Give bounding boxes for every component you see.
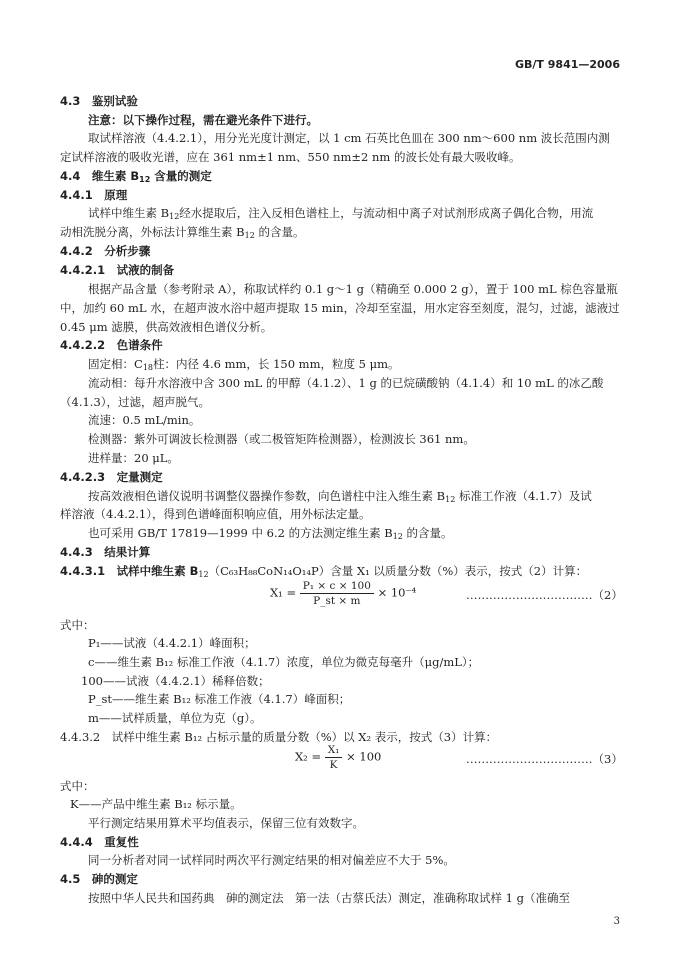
- flow-rate: 流速：0.5 mL/min。: [88, 413, 201, 427]
- mobile-phase-line-1: 流动相：每升水溶液中含 300 mL 的甲醇（4.1.2）、1 g 的已烷磺酸钠（4.1.4）和 10 mL 的冰乙酸: [88, 376, 604, 390]
- section-4-4-4-body: 同一分析者对同一试样同时两次平行测定结果的相对偏差应不大于 5%。: [88, 853, 455, 867]
- equation-3-number: ……………………………（3）: [466, 752, 623, 766]
- equation-2-factor: × 10⁻⁴: [377, 585, 417, 600]
- equation-3-numerator: X₁: [325, 744, 343, 758]
- section-4-3-note: 注意：以下操作过程，需在避光条件下进行。: [88, 113, 318, 127]
- section-4-4-2-1-title: 4.4.2.1 试液的制备: [60, 263, 175, 277]
- section-4-4-1-body-line-1: 试样中维生素 $B_{12}$经水提取后，注入反相色谱柱上，与流动相中离子对试剂形成离子偶化合物，用流: [88, 206, 594, 221]
- definition-100: 100——试液（4.4.2.1）稀释倍数；: [81, 674, 270, 688]
- definition-k: K——产品中维生素 B₁₂ 标示量。: [70, 797, 242, 811]
- section-4-3-body-line-2: 定试样溶液的吸收光谱，应在 361 nm±1 nm、550 nm±2 nm 的波长处有最大吸收峰。: [60, 150, 521, 164]
- equation-3-factor: × 100: [346, 749, 382, 764]
- section-4-4-2-1-body-line-1: 根据产品含量（参考附录 A），称取试样约 0.1 g～1 g（精确至 0.000 2 g），置于 100 mL 棕色容量瓶: [88, 282, 618, 296]
- page-number: 3: [613, 916, 620, 927]
- definition-m: m——试样质量，单位为克（g）。: [88, 711, 262, 725]
- section-4-4-2-3-body-line-1: 按高效液相色谱仪说明书调整仪器操作参数，向色谱柱中注入维生素 $B_{12}$ 标准工作液（4.1.7）及试: [88, 489, 592, 504]
- equation-2-denominator: P_st × m: [313, 595, 361, 607]
- equation-2-lhs: X₁ =: [270, 585, 297, 600]
- section-4-4-1-title: 4.4.1 原理: [60, 188, 128, 202]
- equation-2: [270, 580, 416, 607]
- section-4-4-2-3-title: 4.4.2.3 定量测定: [60, 470, 163, 484]
- equation-3: [295, 744, 381, 771]
- section-4-4-3-1-lead: 4.4.3.1 试样中维生素 $B_{12}(C_{63}H_{88}CoN_{14}O_{14}P)$含量 X₁ 以质量分数（%）表示，按式（2）计算：: [60, 564, 588, 579]
- section-4-4-2-2-title: 4.4.2.2 色谱条件: [60, 338, 163, 352]
- section-4-3-body-line-1: 取试样溶液（4.4.2.1），用分光光度计测定，以 1 cm 石英比色皿在 300 nm～600 nm 波长范围内测: [88, 131, 610, 145]
- equation-3-lhs: X₂ =: [295, 749, 322, 764]
- section-4-4-2-1-body-line-2: 中，加约 60 mL 水，在超声波水浴中超声提取 15 min，冷却至室温，用水定容至刻度，混匀，过滤，滤液过: [60, 301, 620, 315]
- section-4-4-3-title: 4.4.3 结果计算: [60, 545, 151, 559]
- section-4-5-body: 按照中华人民共和国药典 砷的测定法 第一法（古蔡氏法）测定，准确称取试样 1 g（准确至: [88, 891, 570, 905]
- definition-p1: P₁——试液（4.4.2.1）峰面积；: [88, 636, 256, 650]
- section-4-4-2-1-body-line-3: 0.45 μm 滤膜，供高效液相色谱仪分析。: [60, 320, 273, 334]
- equation-2-fraction: [300, 580, 374, 607]
- where-label-1: 式中：: [60, 618, 95, 632]
- injection-volume: 进样量：20 μL。: [88, 451, 179, 465]
- parallel-result-note: 平行测定结果用算术平均值表示，保留三位有效数字。: [88, 816, 364, 830]
- section-4-4-1-body-line-2: 动相洗脱分离，外标法计算维生素 $B_{12}$ 的含量。: [60, 225, 305, 240]
- section-4-3-title: 4.3 鉴别试验: [60, 94, 138, 108]
- equation-2-numerator: P₁ × c × 100: [300, 580, 374, 594]
- equation-3-fraction: [325, 744, 343, 771]
- equation-3-denominator: K: [329, 759, 338, 771]
- section-4-4-title: 4.4 维生素 $B_{12}$ 含量的测定: [60, 169, 212, 184]
- section-4-5-title: 4.5 砷的测定: [60, 872, 138, 886]
- stationary-phase: 固定相：$C_{18}$柱：内径 4.6 mm，长 150 mm，粒度 5 μm。: [88, 357, 400, 372]
- mobile-phase-line-2: （4.1.3），过滤，超声脱气。: [60, 395, 211, 409]
- definition-c: c——维生素 B₁₂ 标准工作液（4.1.7）浓度，单位为微克每毫升（μg/mL）；: [88, 655, 480, 669]
- section-4-4-2-title: 4.4.2 分析步骤: [60, 244, 151, 258]
- equation-2-number: ……………………………（2）: [466, 588, 623, 602]
- section-4-4-3-2-lead: 4.4.3.2 试样中维生素 B₁₂ 占标示量的质量分数（%）以 X₂ 表示，按式（3）计算：: [60, 730, 498, 744]
- section-4-4-4-title: 4.4.4 重复性: [60, 835, 139, 849]
- detector: 检测器：紫外可调波长检测器（或二极管矩阵检测器），检测波长 361 nm。: [88, 432, 475, 446]
- section-4-4-2-3-body-line-2: 样溶液（4.4.2.1），得到色谱峰面积响应值，用外标法定量。: [60, 507, 371, 521]
- where-label-2: 式中：: [60, 779, 95, 793]
- section-4-4-2-3-body-line-3: 也可采用 GB/T 17819—1999 中 6.2 的方法测定维生素 $B_{12}$ 的含量。: [88, 526, 453, 541]
- definition-pst: P_st——维生素 B₁₂ 标准工作液（4.1.7）峰面积；: [88, 692, 351, 706]
- standard-number: GB/T 9841—2006: [515, 58, 620, 71]
